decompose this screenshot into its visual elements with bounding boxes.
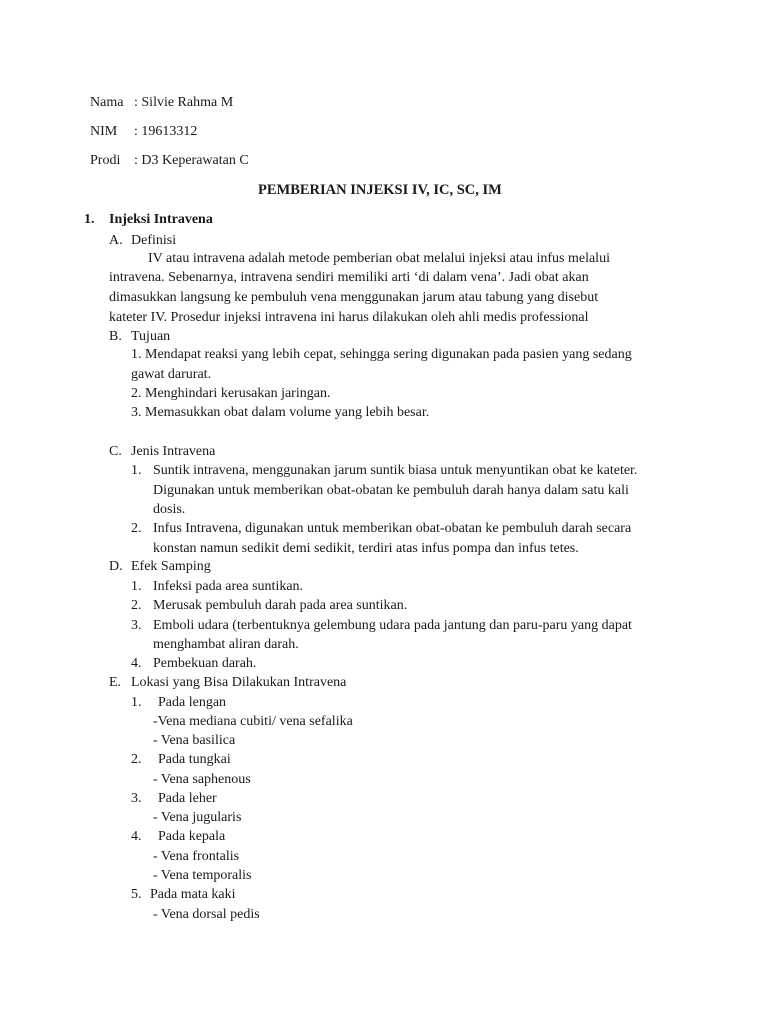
location-label: Pada leher [158, 791, 217, 806]
subsection-label-b: Tujuan [131, 329, 171, 344]
definisi-line: kateter IV. Prosedur injeksi intravena ini harus dilakukan oleh ahli medis professional [109, 310, 589, 325]
section-heading: Injeksi Intravena [109, 212, 213, 227]
subsection-label-a: Definisi [131, 233, 177, 248]
prodi-label: Prodi [90, 153, 121, 168]
list-number: 2. [131, 752, 142, 767]
tujuan-line: 1. Mendapat reaksi yang lebih cepat, sehingga sering digunakan pada pasien yang sedang [131, 347, 632, 362]
nim-label: NIM [90, 124, 118, 139]
tujuan-line: 2. Menghindari kerusakan jaringan. [131, 386, 331, 401]
list-item-line: Merusak pembuluh darah pada area suntikan. [153, 598, 408, 613]
list-number: 1. [131, 463, 142, 478]
subsection-label-d: Efek Samping [131, 559, 211, 574]
nama-value: : Silvie Rahma M [134, 95, 234, 110]
nim-value: : 19613312 [134, 124, 198, 139]
subsection-letter-d: D. [109, 559, 123, 574]
vein-item: - Vena temporalis [153, 868, 252, 883]
tujuan-line: 3. Memasukkan obat dalam volume yang lebih besar. [131, 405, 430, 420]
location-label: Pada tungkai [158, 752, 231, 767]
vein-item: -Vena mediana cubiti/ vena sefalika [153, 714, 353, 729]
list-number: 4. [131, 656, 142, 671]
subsection-label-e: Lokasi yang Bisa Dilakukan Intravena [131, 675, 347, 690]
subsection-label-c: Jenis Intravena [131, 444, 216, 459]
list-item-line: Pembekuan darah. [153, 656, 257, 671]
subsection-letter-a: A. [109, 233, 123, 248]
subsection-letter-b: B. [109, 329, 122, 344]
list-item-line: Digunakan untuk memberikan obat-obatan ke pembuluh darah hanya dalam satu kali [153, 483, 629, 498]
page-title: PEMBERIAN INJEKSI IV, IC, SC, IM [258, 182, 502, 198]
list-item-line: dosis. [153, 502, 186, 517]
list-number: 2. [131, 521, 142, 536]
list-item-line: Infus Intravena, digunakan untuk memberikan obat-obatan ke pembuluh darah secara [153, 521, 632, 536]
list-item-line: Emboli udara (terbentuknya gelembung udara pada jantung dan paru-paru yang dapat [153, 618, 632, 633]
definisi-line: dimasukkan langsung ke pembuluh vena menggunakan jarum atau tabung yang disebut [109, 290, 599, 305]
location-label: Pada kepala [158, 829, 226, 844]
list-item-line: konstan namun sedikit demi sedikit, terdiri atas infus pompa dan infus tetes. [153, 541, 579, 556]
list-number: 4. [131, 829, 142, 844]
list-number: 3. [131, 618, 142, 633]
location-label: Pada mata kaki [150, 887, 236, 902]
vein-item: - Vena dorsal pedis [153, 907, 260, 922]
section-number: 1. [84, 212, 95, 227]
vein-item: - Vena basilica [153, 733, 236, 748]
list-item-line: Infeksi pada area suntikan. [153, 579, 304, 594]
nama-label: Nama [90, 95, 124, 110]
tujuan-line: gawat darurat. [131, 367, 212, 382]
list-number: 1. [131, 695, 142, 710]
list-number: 2. [131, 598, 142, 613]
vein-item: - Vena frontalis [153, 849, 240, 864]
prodi-value: : D3 Keperawatan C [134, 153, 249, 168]
vein-item: - Vena saphenous [153, 772, 251, 787]
list-item-line: menghambat aliran darah. [153, 637, 299, 652]
list-number: 5. [131, 887, 142, 902]
list-number: 1. [131, 579, 142, 594]
vein-item: - Vena jugularis [153, 810, 242, 825]
subsection-letter-e: E. [109, 675, 122, 690]
definisi-line: intravena. Sebenarnya, intravena sendiri memiliki arti ‘di dalam vena’. Jadi obat akan [109, 270, 589, 285]
list-item-line: Suntik intravena, menggunakan jarum suntik biasa untuk menyuntikan obat ke kateter. [153, 463, 638, 478]
list-number: 3. [131, 791, 142, 806]
location-label: Pada lengan [158, 695, 227, 710]
subsection-letter-c: C. [109, 444, 122, 459]
definisi-line: IV atau intravena adalah metode pemberian obat melalui injeksi atau infus melalui [148, 251, 610, 266]
